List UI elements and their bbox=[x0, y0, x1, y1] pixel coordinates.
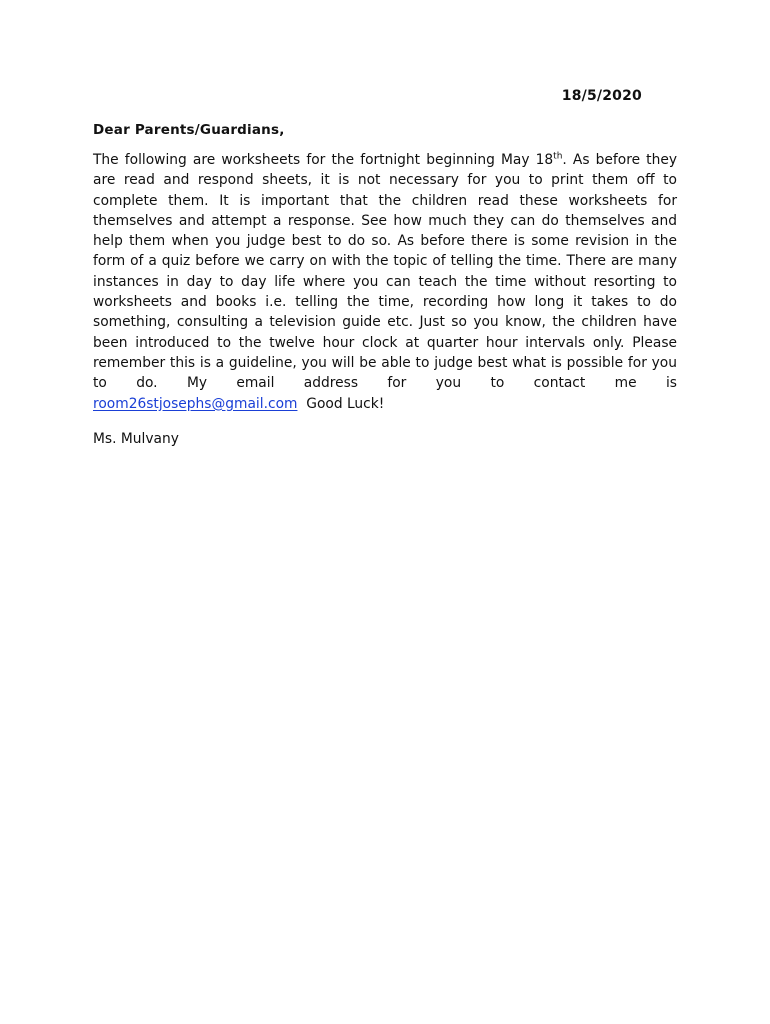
email-link[interactable]: room26stjosephs@gmail.com bbox=[93, 395, 298, 412]
body-text-part-2: . As before they are read and respond sheets, it is not necessary for you to print them off to complete them. It is important that the children read these worksheets for themselves and attempt a response. See how much they can do themselves and help them when you judge best to do so. As before there is some revision in the form of a quiz before we carry on with the topic of telling the time. There are many instances in day to day life where you can teach the time without resorting to worksheets and books i.e. telling the time, recording how long it takes to do something, consulting a television guide etc. Just so you know, the children have been introduced to the twelve hour clock at quarter hour intervals only. Please remember this is a guideline, you will be able to judge best what is possible for you to do. My email address for you to contact me is bbox=[93, 152, 677, 392]
letter-date: 18/5/2020 bbox=[561, 88, 642, 104]
ordinal-superscript: th bbox=[553, 151, 563, 162]
letter-salutation: Dear Parents/Guardians, bbox=[93, 122, 285, 138]
closing-phrase: Good Luck! bbox=[306, 395, 385, 412]
letter-signature: Ms. Mulvany bbox=[93, 431, 179, 447]
letter-body-paragraph bbox=[93, 150, 677, 414]
body-text-part-1: The following are worksheets for the fortnight beginning May 18 bbox=[93, 152, 554, 168]
